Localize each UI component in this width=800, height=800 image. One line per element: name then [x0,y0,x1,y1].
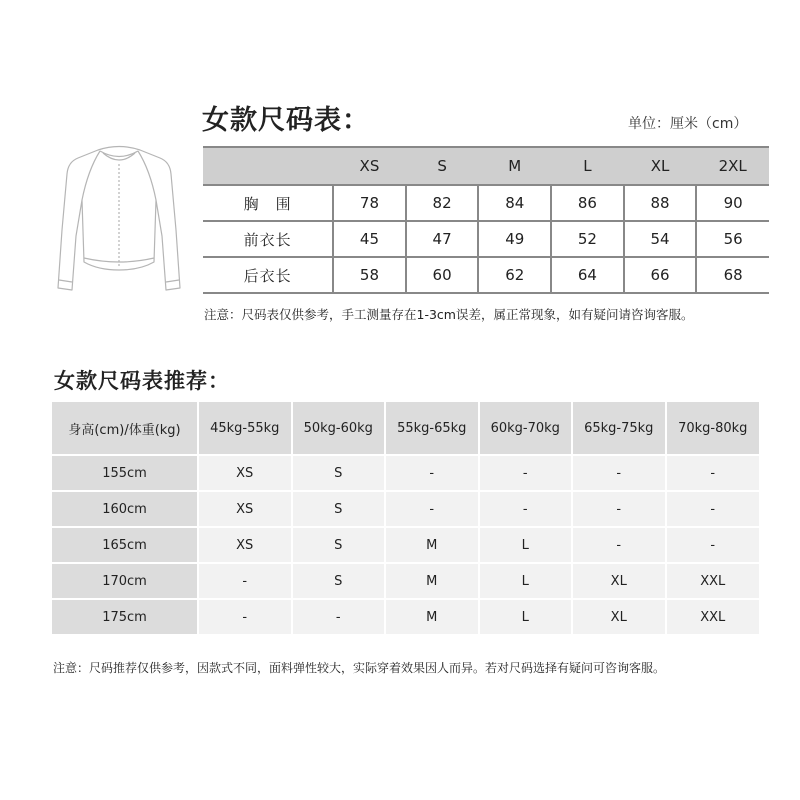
table-cell: S [292,491,386,527]
height-cell: 160cm [52,491,198,527]
recommendation-header-cell: 60kg-70kg [479,402,573,455]
height-cell: 170cm [52,563,198,599]
table-cell: - [666,491,760,527]
size-recommendation-table [52,402,759,636]
table-cell: 82 [406,185,479,221]
table-cell: XS [198,527,292,563]
table-cell: 90 [696,185,769,221]
table-cell: - [666,527,760,563]
size-header-cell: L [551,147,624,185]
table-cell: 49 [478,221,551,257]
recommendation-header-cell: 身高(cm)/体重(kg) [52,402,198,455]
table-row [52,455,759,491]
table-cell: L [479,563,573,599]
table-cell: 56 [696,221,769,257]
table-cell: 68 [696,257,769,293]
table-cell: S [292,563,386,599]
table-cell: - [385,455,479,491]
table-cell: - [572,527,666,563]
row-label: 前衣长 [203,221,333,257]
table-cell: S [292,455,386,491]
table-cell: - [572,455,666,491]
recommendation-header-cell: 50kg-60kg [292,402,386,455]
long-sleeve-jersey-icon [48,140,190,300]
table-cell: - [198,599,292,635]
table-cell: XL [572,563,666,599]
row-label: 后衣长 [203,257,333,293]
table-row [52,527,759,563]
table-row [203,185,769,221]
table-cell: XS [198,491,292,527]
height-cell: 175cm [52,599,198,635]
size-chart-table [203,146,769,294]
table-cell: - [292,599,386,635]
recommendation-note: 注意：尺码推荐仅供参考，因款式不同，面料弹性较大，实际穿着效果因人而异。若对尺码选择有疑问可咨询客服。 [53,661,666,675]
table-cell: M [385,563,479,599]
row-label: 胸 围 [203,185,333,221]
table-cell: - [198,563,292,599]
table-cell: 86 [551,185,624,221]
table-cell: 45 [333,221,406,257]
size-chart-title: 女款尺码表： [202,105,370,136]
table-cell: - [385,491,479,527]
table-cell: XXL [666,563,760,599]
recommendation-header-cell: 70kg-80kg [666,402,760,455]
table-cell: 66 [624,257,697,293]
table-cell: 52 [551,221,624,257]
table-cell: - [666,455,760,491]
size-header-cell: 2XL [696,147,769,185]
table-row [203,257,769,293]
recommendation-header-cell: 45kg-55kg [198,402,292,455]
table-cell: 58 [333,257,406,293]
table-cell: - [572,491,666,527]
table-cell: XXL [666,599,760,635]
table-cell: - [479,455,573,491]
table-row [52,491,759,527]
table-cell: 47 [406,221,479,257]
table-row [52,599,759,635]
table-cell: XS [198,455,292,491]
height-cell: 165cm [52,527,198,563]
size-header-cell: XL [624,147,697,185]
table-cell: 64 [551,257,624,293]
table-cell: M [385,599,479,635]
recommendation-header-row [52,402,759,455]
table-cell: 78 [333,185,406,221]
size-header-cell: M [478,147,551,185]
recommendation-header-cell: 55kg-65kg [385,402,479,455]
table-row [203,221,769,257]
table-cell: 84 [478,185,551,221]
table-cell: - [479,491,573,527]
size-header-cell [203,147,333,185]
table-cell: M [385,527,479,563]
table-cell: XL [572,599,666,635]
table-cell: 54 [624,221,697,257]
table-cell: 88 [624,185,697,221]
table-cell: 60 [406,257,479,293]
table-cell: S [292,527,386,563]
recommendation-title: 女款尺码表推荐： [54,369,230,393]
table-cell: L [479,599,573,635]
table-row [52,563,759,599]
unit-label: 单位：厘米（cm） [628,116,748,132]
recommendation-header-cell: 65kg-75kg [572,402,666,455]
size-header-row [203,147,769,185]
size-chart-note: 注意：尺码表仅供参考，手工测量存在1-3cm误差，属正常现象，如有疑问请咨询客服。 [204,307,694,322]
size-header-cell: XS [333,147,406,185]
size-header-cell: S [406,147,479,185]
table-cell: 62 [478,257,551,293]
height-cell: 155cm [52,455,198,491]
table-cell: L [479,527,573,563]
